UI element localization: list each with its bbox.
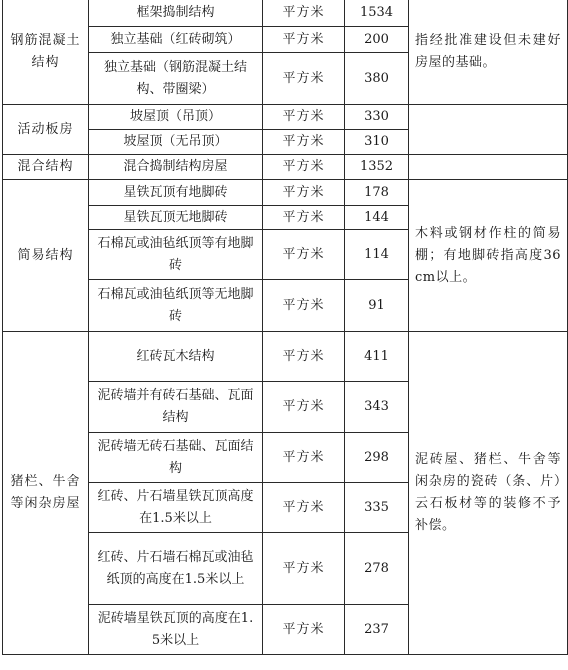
price-cell: 278 [345,533,409,605]
note-cell [409,155,568,180]
item-cell: 石棉瓦或油毡纸顶等无地脚砖 [89,280,263,332]
price-cell: 200 [345,27,409,53]
item-cell: 泥砖墙无砖石基础、瓦面结构 [89,433,263,483]
category-cell: 钢筋混凝土结构 [3,0,89,105]
category-cell: 活动板房 [3,105,89,155]
category-cell: 混合结构 [3,155,89,180]
item-cell: 石棉瓦或油毡纸顶等有地脚砖 [89,230,263,280]
table-row [3,155,568,180]
item-cell: 坡屋顶（吊顶） [89,105,263,130]
price-cell: 330 [345,105,409,130]
unit-cell: 平方米 [263,533,345,605]
note-cell: 泥砖屋、猪栏、牛舍等闲杂房的瓷砖（条、片）云石板材等的装修不予补偿。 [409,332,568,655]
unit-cell: 平方米 [263,382,345,433]
price-cell: 298 [345,433,409,483]
price-cell: 144 [345,206,409,230]
table-row [3,332,568,382]
item-cell: 独立基础（红砖砌筑） [89,27,263,53]
price-cell: 343 [345,382,409,433]
price-cell: 411 [345,332,409,382]
unit-cell: 平方米 [263,53,345,105]
category-cell: 简易结构 [3,180,89,332]
item-cell: 框架捣制结构 [89,0,263,27]
price-cell: 91 [345,280,409,332]
unit-cell: 平方米 [263,483,345,533]
unit-cell: 平方米 [263,433,345,483]
item-cell: 泥砖墙星铁瓦顶的高度在1.5米以上 [89,605,263,655]
price-cell: 114 [345,230,409,280]
item-cell: 混合捣制结构房屋 [89,155,263,180]
unit-cell: 平方米 [263,180,345,206]
price-cell: 380 [345,53,409,105]
table-row [3,0,568,27]
item-cell: 独立基础（钢筋混凝土结构、带圈梁） [89,53,263,105]
table-row [3,180,568,206]
note-cell [409,105,568,155]
item-cell: 红砖、片石墙石棉瓦或油毡纸顶的高度在1.5米以上 [89,533,263,605]
table-row [3,105,568,130]
unit-cell: 平方米 [263,332,345,382]
item-cell: 星铁瓦顶有地脚砖 [89,180,263,206]
compensation-table [2,0,568,655]
unit-cell: 平方米 [263,155,345,180]
unit-cell: 平方米 [263,27,345,53]
unit-cell: 平方米 [263,206,345,230]
category-cell: 猪栏、牛舍等闲杂房屋 [3,332,89,655]
price-cell: 1352 [345,155,409,180]
price-cell: 335 [345,483,409,533]
price-cell: 237 [345,605,409,655]
unit-cell: 平方米 [263,130,345,155]
price-cell: 1534 [345,0,409,27]
unit-cell: 平方米 [263,280,345,332]
item-cell: 坡屋顶（无吊顶） [89,130,263,155]
note-cell: 指经批准建设但未建好房屋的基础。 [409,0,568,105]
item-cell: 星铁瓦顶无地脚砖 [89,206,263,230]
price-cell: 178 [345,180,409,206]
item-cell: 泥砖墙并有砖石基础、瓦面结构 [89,382,263,433]
unit-cell: 平方米 [263,0,345,27]
unit-cell: 平方米 [263,230,345,280]
note-cell: 木料或钢材作柱的简易棚；有地脚砖指高度36cm以上。 [409,180,568,332]
item-cell: 红砖瓦木结构 [89,332,263,382]
price-cell: 310 [345,130,409,155]
unit-cell: 平方米 [263,105,345,130]
unit-cell: 平方米 [263,605,345,655]
item-cell: 红砖、片石墙星铁瓦顶高度在1.5米以上 [89,483,263,533]
